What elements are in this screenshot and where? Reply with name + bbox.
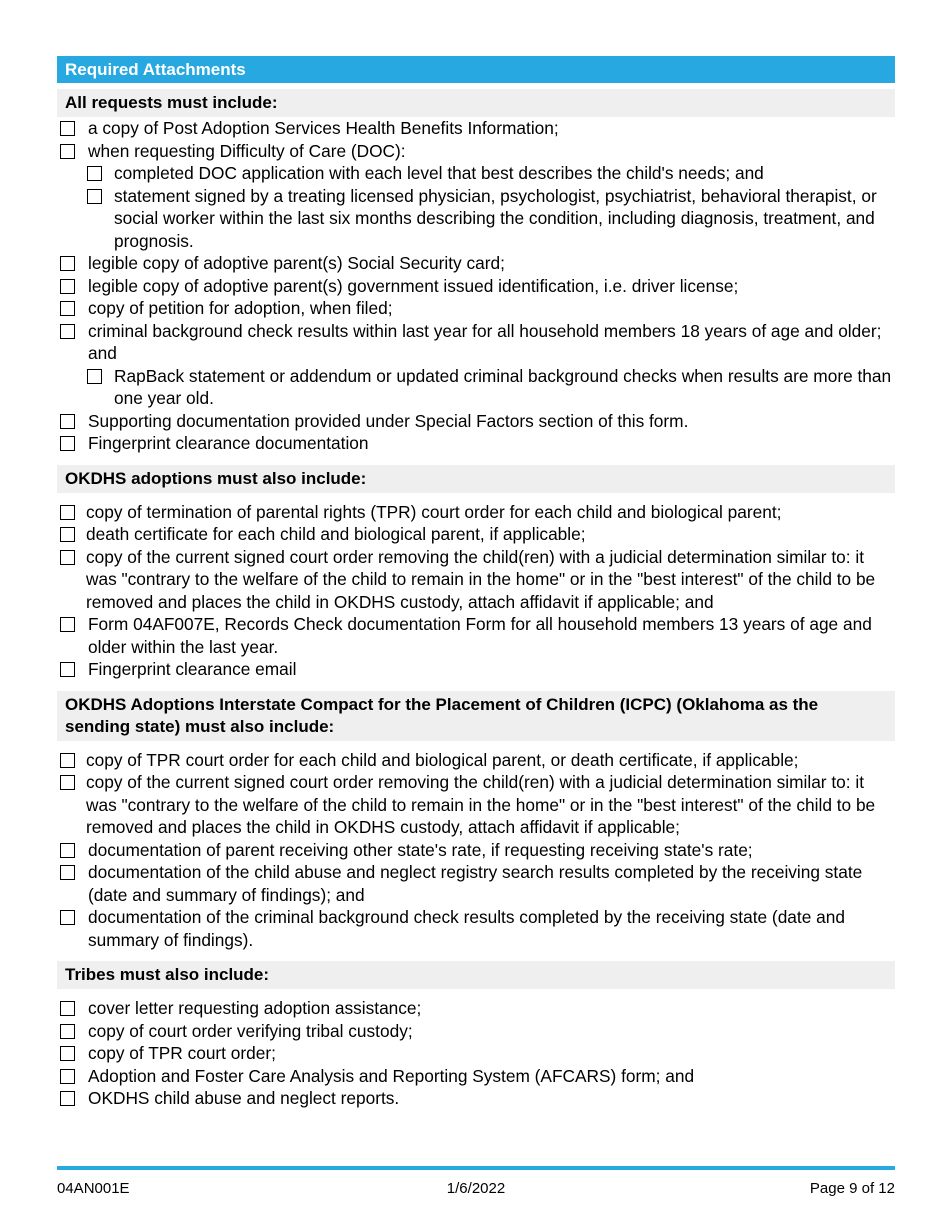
section-heading-tribes: Tribes must also include: [57, 961, 895, 989]
tribes-list [57, 989, 895, 1110]
checklist-item[interactable]: a copy of Post Adoption Services Health Benefits Information; [57, 117, 895, 140]
checklist-subitem[interactable]: statement signed by a treating licensed physician, psychologist, psychiatrist, behavioral therapist, or social worker within the last six months describing the condition, including diagnosis, treatment, and prognosis. [57, 185, 895, 253]
checklist-item[interactable]: copy of TPR court order for each child and biological parent, or death certificate, if applicable; [57, 749, 895, 772]
checklist-item[interactable]: Fingerprint clearance documentation [57, 432, 895, 455]
checklist-item[interactable]: legible copy of adoptive parent(s) Social Security card; [57, 252, 895, 275]
checkbox[interactable] [87, 189, 102, 204]
page-number: Page 9 of 12 [809, 1180, 895, 1197]
checkbox[interactable] [60, 324, 75, 339]
checklist-item[interactable]: copy of court order verifying tribal custody; [57, 1020, 895, 1043]
checkbox[interactable] [87, 369, 102, 384]
page-footer [57, 1180, 895, 1200]
revision-date: 1/6/2022 [446, 1180, 506, 1197]
checkbox[interactable] [60, 1001, 75, 1016]
form-number: 04AN001E [57, 1180, 130, 1197]
checklist-item[interactable]: documentation of the criminal background check results completed by the receiving state (date and summary of findings). [57, 906, 895, 951]
section-heading-all-requests: All requests must include: [57, 89, 895, 117]
checklist-item[interactable]: OKDHS child abuse and neglect reports. [57, 1087, 895, 1110]
checklist-subitem[interactable]: completed DOC application with each level that best describes the child's needs; and [57, 162, 895, 185]
checkbox[interactable] [87, 166, 102, 181]
checklist-item[interactable]: copy of termination of parental rights (TPR) court order for each child and biological parent; [57, 501, 895, 524]
checklist-item[interactable]: copy of the current signed court order removing the child(ren) with a judicial determination similar to: it was "contrary to the welfare of the child to remain in the home" or in the "best interest" of the child to be removed and places the child in OKDHS custody, attach affidavit if applicable; [57, 771, 895, 839]
checkbox[interactable] [60, 527, 75, 542]
checklist-item[interactable]: documentation of parent receiving other state's rate, if requesting receiving state's rate; [57, 839, 895, 862]
all-requests-list [57, 117, 895, 455]
checklist-item[interactable]: Supporting documentation provided under Special Factors section of this form. [57, 410, 895, 433]
checklist-item[interactable]: Fingerprint clearance email [57, 658, 895, 681]
checkbox[interactable] [60, 753, 75, 768]
footer-divider [57, 1166, 895, 1170]
checkbox[interactable] [60, 910, 75, 925]
checklist-subitem[interactable]: RapBack statement or addendum or updated criminal background checks when results are more than one year old. [57, 365, 895, 410]
checklist-item[interactable]: Form 04AF007E, Records Check documentation Form for all household members 13 years of age and older within the last year. [57, 613, 895, 658]
form-page [57, 56, 895, 1110]
checkbox[interactable] [60, 550, 75, 565]
checklist-item[interactable]: copy of the current signed court order removing the child(ren) with a judicial determination similar to: it was "contrary to the welfare of the child to remain in the home" or in the "best interest" of the child to be removed and places the child in OKDHS custody, attach affidavit if applicable; and [57, 546, 895, 614]
checkbox[interactable] [60, 1046, 75, 1061]
checkbox[interactable] [60, 256, 75, 271]
checklist-item[interactable]: death certificate for each child and biological parent, if applicable; [57, 523, 895, 546]
checkbox[interactable] [60, 1069, 75, 1084]
checklist-item[interactable]: copy of TPR court order; [57, 1042, 895, 1065]
checklist-item[interactable]: cover letter requesting adoption assistance; [57, 997, 895, 1020]
checkbox[interactable] [60, 617, 75, 632]
checkbox[interactable] [60, 843, 75, 858]
required-attachments-banner: Required Attachments [57, 56, 895, 83]
checkbox[interactable] [60, 436, 75, 451]
section-heading-okdhs-adoptions: OKDHS adoptions must also include: [57, 465, 895, 493]
checkbox[interactable] [60, 279, 75, 294]
checkbox[interactable] [60, 662, 75, 677]
checklist-item[interactable]: Adoption and Foster Care Analysis and Reporting System (AFCARS) form; and [57, 1065, 895, 1088]
checkbox[interactable] [60, 144, 75, 159]
checkbox[interactable] [60, 121, 75, 136]
checklist-item[interactable]: copy of petition for adoption, when filed; [57, 297, 895, 320]
okdhs-adoptions-list [57, 493, 895, 681]
checkbox[interactable] [60, 414, 75, 429]
checkbox[interactable] [60, 1024, 75, 1039]
checklist-item[interactable]: when requesting Difficulty of Care (DOC): [57, 140, 895, 163]
checkbox[interactable] [60, 505, 75, 520]
checklist-item[interactable]: criminal background check results within last year for all household members 18 years of age and older; and [57, 320, 895, 365]
checklist-item[interactable]: legible copy of adoptive parent(s) government issued identification, i.e. driver license; [57, 275, 895, 298]
checkbox[interactable] [60, 865, 75, 880]
checkbox[interactable] [60, 301, 75, 316]
icpc-list [57, 741, 895, 952]
section-heading-icpc: OKDHS Adoptions Interstate Compact for the Placement of Children (ICPC) (Oklahoma as the sending state) must also include: [57, 691, 895, 741]
checklist-item[interactable]: documentation of the child abuse and neglect registry search results completed by the receiving state (date and summary of findings); and [57, 861, 895, 906]
checkbox[interactable] [60, 1091, 75, 1106]
checkbox[interactable] [60, 775, 75, 790]
